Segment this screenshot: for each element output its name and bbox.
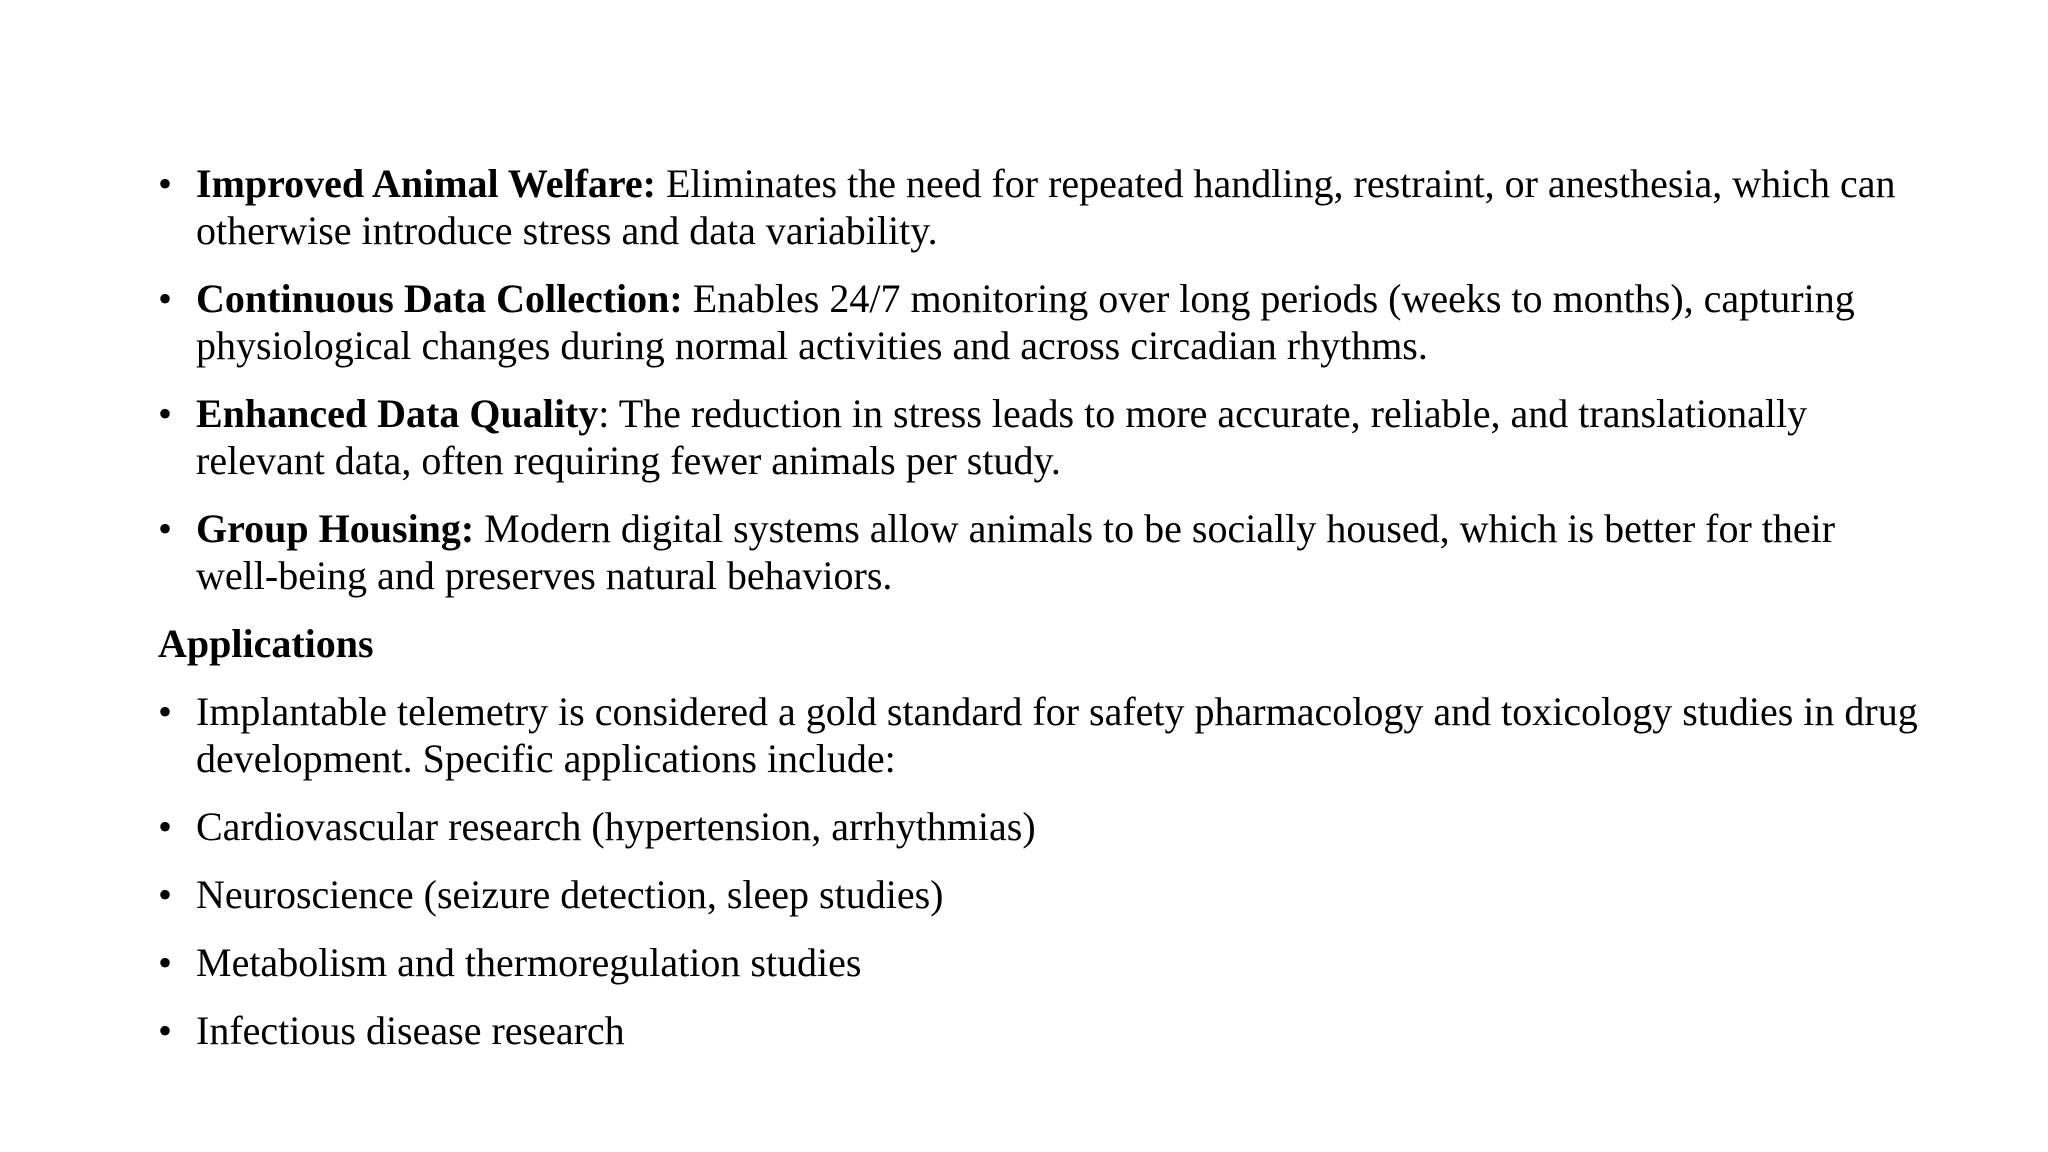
benefit-text: Modern digital systems allow animals to be socially housed, which is better for their well-being and preserves natural behaviors.	[196, 506, 1836, 598]
bullet-icon: •	[158, 1008, 173, 1053]
applications-list	[158, 688, 1918, 1054]
bullet-icon: •	[158, 689, 173, 734]
slide-body	[158, 160, 1918, 1075]
application-item	[158, 803, 1918, 850]
application-item	[158, 871, 1918, 918]
benefit-term: Improved Animal Welfare:	[196, 161, 656, 206]
bullet-icon: •	[158, 506, 173, 551]
bullet-icon: •	[158, 276, 173, 321]
application-text: Neuroscience (seizure detection, sleep studies)	[196, 872, 944, 917]
benefit-item-continuous-data	[158, 275, 1918, 369]
application-item	[158, 1007, 1918, 1054]
benefit-term: Continuous Data Collection:	[196, 276, 683, 321]
application-item	[158, 939, 1918, 986]
benefit-term: Enhanced Data Quality	[196, 391, 599, 436]
benefit-item-data-quality	[158, 390, 1918, 484]
bullet-icon: •	[158, 391, 173, 436]
bullet-icon: •	[158, 804, 173, 849]
bullet-icon: •	[158, 940, 173, 985]
application-text: Infectious disease research	[196, 1008, 625, 1053]
application-text: Implantable telemetry is considered a gold standard for safety pharmacology and toxicology studies in drug development. Specific applications include:	[196, 689, 1918, 781]
benefit-text: Enables 24/7 monitoring over long periods (weeks to months), capturing physiological changes during normal activities and across circadian rhythms.	[196, 276, 1855, 368]
application-text: Metabolism and thermoregulation studies	[196, 940, 862, 985]
benefits-list	[158, 160, 1918, 599]
application-item	[158, 688, 1918, 782]
benefit-item-animal-welfare	[158, 160, 1918, 254]
benefit-text: : The reduction in stress leads to more accurate, reliable, and translationally relevant data, often requiring fewer animals per study.	[196, 391, 1808, 483]
bullet-icon: •	[158, 872, 173, 917]
benefit-term: Group Housing:	[196, 506, 475, 551]
benefit-text: Eliminates the need for repeated handling, restraint, or anesthesia, which can otherwise introduce stress and data variability.	[196, 161, 1896, 253]
bullet-icon: •	[158, 161, 173, 206]
applications-heading: Applications	[158, 621, 374, 666]
benefit-item-group-housing	[158, 505, 1918, 599]
application-text: Cardiovascular research (hypertension, arrhythmias)	[196, 804, 1036, 849]
